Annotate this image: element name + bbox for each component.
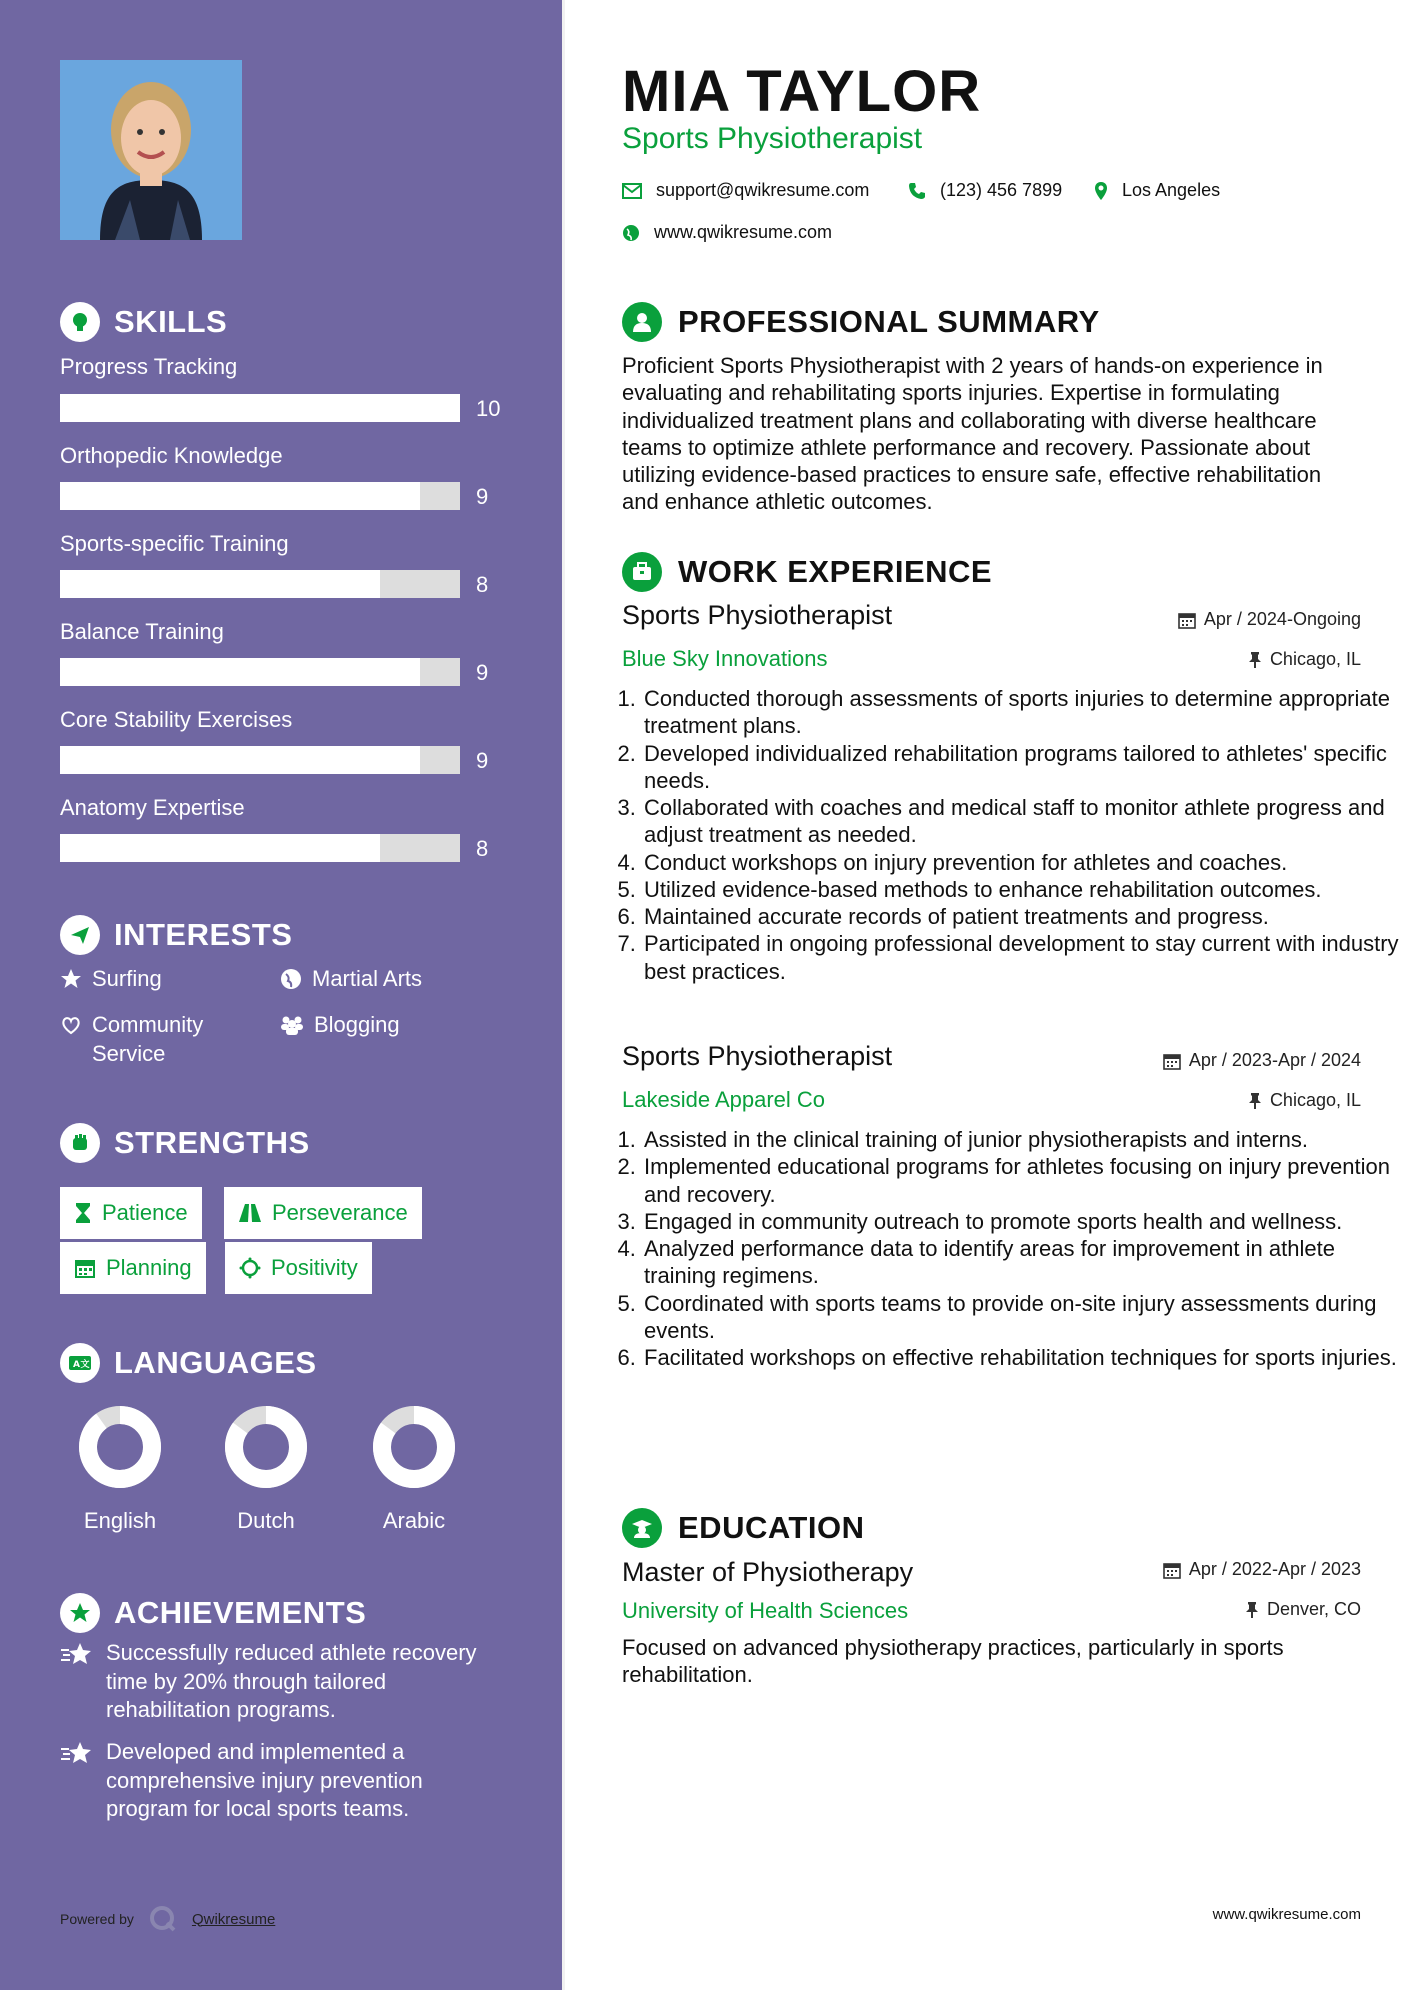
skill-bar-fill bbox=[60, 834, 380, 862]
strength-chip bbox=[224, 1187, 422, 1239]
job-location bbox=[1248, 649, 1361, 670]
road-icon bbox=[238, 1203, 262, 1223]
job-dates-text: Apr / 2023-Apr / 2024 bbox=[1188, 1050, 1361, 1070]
achievement-text: Developed and implemented a comprehensive injury prevention program for local sports teams. bbox=[106, 1739, 423, 1822]
language-ring bbox=[78, 1405, 162, 1489]
education-location-text: Denver, CO bbox=[1266, 1599, 1361, 1619]
job-bullet: 2. Implemented educational programs for athletes focusing on injury prevention and recovery. bbox=[642, 1153, 1402, 1208]
job-bullet: 5. Utilized evidence-based methods to enhance rehabilitation outcomes. bbox=[642, 876, 1402, 903]
languages-title-text: LANGUAGES bbox=[114, 1345, 317, 1380]
language-label: English bbox=[83, 1508, 157, 1533]
candidate-name: MIA TAYLOR bbox=[622, 59, 982, 124]
skill-level: 9 bbox=[476, 748, 489, 773]
pushpin-icon bbox=[1248, 651, 1262, 669]
job-bullet: 1. Conducted thorough assessments of sports injuries to determine appropriate treatment plans. bbox=[642, 685, 1402, 740]
education-location bbox=[1245, 1599, 1361, 1620]
strength-label: Perseverance bbox=[272, 1200, 408, 1225]
strength-chip bbox=[225, 1242, 372, 1294]
summary-text: Proficient Sports Physiotherapist with 2 years of hands-on experience in evaluating and rehabilitating sports injuries. Expertise in formulating individualized treatment plans and collaborating with diverse healthcare teams to optimize athlete performance and recovery. Passionate about utilizing evidence-based practices to ensure safe, effective rehabilitation and enhance athletic outcomes. bbox=[622, 353, 1323, 515]
language-icon bbox=[60, 1343, 100, 1383]
skill-bar bbox=[60, 658, 460, 686]
achievement-item bbox=[60, 1639, 500, 1725]
job-company: Blue Sky Innovations bbox=[622, 646, 828, 671]
interest-item bbox=[280, 1011, 400, 1040]
strength-label: Patience bbox=[102, 1200, 188, 1225]
paper-plane-icon bbox=[60, 915, 100, 955]
summary-title bbox=[622, 302, 1100, 342]
hourglass-icon bbox=[74, 1202, 92, 1224]
interest-item bbox=[280, 965, 422, 994]
globe-icon bbox=[280, 968, 302, 990]
interest-label: Surfing bbox=[92, 966, 162, 991]
strength-chip bbox=[60, 1242, 206, 1294]
education-title-text: EDUCATION bbox=[678, 1510, 865, 1545]
pushpin-icon bbox=[1248, 1092, 1262, 1110]
lightbulb-icon bbox=[60, 302, 100, 342]
job-location-text: Chicago, IL bbox=[1269, 649, 1361, 669]
sun-icon bbox=[239, 1257, 261, 1279]
user-icon bbox=[622, 302, 662, 342]
phone-icon bbox=[908, 182, 926, 200]
job-dates bbox=[1178, 609, 1361, 630]
degree-title: Master of Physiotherapy bbox=[622, 1557, 914, 1587]
envelope-icon bbox=[622, 183, 642, 199]
strength-label: Positivity bbox=[271, 1255, 358, 1280]
contact-email bbox=[622, 180, 869, 201]
contact-location bbox=[1094, 180, 1220, 201]
language-label: Dutch bbox=[237, 1508, 295, 1533]
job-location-text: Chicago, IL bbox=[1269, 1090, 1361, 1110]
skills-title bbox=[60, 302, 227, 342]
school-name: University of Health Sciences bbox=[622, 1598, 909, 1623]
job-bullet: 6. Maintained accurate records of patient treatments and progress. bbox=[642, 903, 1402, 930]
skill-level: 9 bbox=[476, 484, 489, 509]
achievements-title bbox=[60, 1593, 366, 1633]
job-bullet: 3. Collaborated with coaches and medical staff to monitor athlete progress and adjust treatment as needed. bbox=[642, 794, 1402, 849]
shooting-star-icon bbox=[60, 1740, 94, 1766]
strength-label: Planning bbox=[106, 1255, 192, 1280]
website-text[interactable]: www.qwikresume.com bbox=[654, 222, 833, 242]
skill-label: Sports-specific Training bbox=[60, 531, 289, 556]
job-dates bbox=[1163, 1050, 1361, 1071]
phone-text: (123) 456 7899 bbox=[940, 180, 1063, 200]
strengths-title-text: STRENGTHS bbox=[114, 1125, 310, 1160]
skill-bar-fill bbox=[60, 482, 420, 510]
skill-bar bbox=[60, 482, 460, 510]
interest-item bbox=[60, 965, 162, 994]
qwikresume-logo-icon bbox=[148, 1904, 178, 1934]
skill-label: Anatomy Expertise bbox=[60, 795, 245, 820]
language-ring bbox=[372, 1405, 456, 1489]
job-dates-text: Apr / 2024-Ongoing bbox=[1203, 609, 1361, 629]
interest-label: Community Service bbox=[92, 1012, 204, 1066]
language-ring bbox=[224, 1405, 308, 1489]
briefcase-icon bbox=[622, 552, 662, 592]
candidate-role: Sports Physiotherapist bbox=[622, 122, 923, 155]
sidebar-divider bbox=[562, 0, 565, 1990]
education-dates bbox=[1163, 1559, 1361, 1580]
job-bullet: 2. Developed individualized rehabilitation programs tailored to athletes' specific needs. bbox=[642, 740, 1402, 795]
job-bullet: 1. Assisted in the clinical training of junior physiotherapists and interns. bbox=[642, 1126, 1402, 1153]
experience-title bbox=[622, 552, 992, 592]
job-bullet: 5. Coordinated with sports teams to provide on-site injury assessments during events. bbox=[642, 1290, 1402, 1345]
job-title: Sports Physiotherapist bbox=[622, 600, 893, 630]
globe-icon bbox=[622, 224, 640, 242]
skill-label: Balance Training bbox=[60, 619, 224, 644]
job-bullet: 3. Engaged in community outreach to promote sports health and wellness. bbox=[642, 1208, 1402, 1235]
location-text: Los Angeles bbox=[1122, 180, 1221, 200]
star-icon bbox=[60, 968, 82, 990]
interests-title bbox=[60, 915, 292, 955]
skill-level: 8 bbox=[476, 836, 489, 861]
skills-title-text: SKILLS bbox=[114, 304, 228, 339]
language-ring-fill bbox=[88, 1415, 152, 1479]
interests-title-text: INTERESTS bbox=[114, 917, 293, 952]
interest-label: Martial Arts bbox=[312, 966, 423, 991]
job-bullet: 4. Analyzed performance data to identify areas for improvement in athlete training regimens. bbox=[642, 1235, 1402, 1290]
job-bullet: 6. Facilitated workshops on effective rehabilitation techniques for sports injuries. bbox=[642, 1344, 1402, 1371]
svg-text:A文: A文 bbox=[73, 1360, 90, 1370]
education-text: Focused on advanced physiotherapy practices, particularly in sports rehabilitation. bbox=[622, 1635, 1284, 1688]
job-bullets bbox=[616, 1126, 1402, 1371]
job-location bbox=[1248, 1090, 1361, 1111]
calendar-icon bbox=[74, 1257, 96, 1279]
job-bullet: 7. Participated in ongoing professional development to stay current with industry best practices. bbox=[642, 930, 1402, 985]
heart-icon bbox=[60, 1014, 82, 1036]
skill-label: Progress Tracking bbox=[60, 354, 238, 379]
strengths-title bbox=[60, 1123, 310, 1163]
contact-phone bbox=[908, 180, 1062, 201]
education-dates-text: Apr / 2022-Apr / 2023 bbox=[1188, 1559, 1361, 1579]
skill-bar-fill bbox=[60, 394, 460, 422]
education-title bbox=[622, 1508, 864, 1548]
contact-website bbox=[622, 222, 832, 243]
profile-photo bbox=[60, 60, 242, 240]
skill-level: 9 bbox=[476, 660, 489, 685]
skill-level: 8 bbox=[476, 572, 489, 597]
qwikresume-link[interactable]: Qwikresume bbox=[191, 1910, 276, 1928]
job-title: Sports Physiotherapist bbox=[622, 1041, 893, 1071]
languages-title bbox=[60, 1343, 317, 1383]
users-icon bbox=[280, 1014, 304, 1036]
footer-url[interactable]: www.qwikresume.com bbox=[1212, 1906, 1361, 1923]
interest-label: Blogging bbox=[314, 1012, 400, 1037]
skill-level: 10 bbox=[476, 396, 501, 421]
skill-bar bbox=[60, 394, 460, 422]
skill-bar-fill bbox=[60, 746, 420, 774]
graduate-icon bbox=[622, 1508, 662, 1548]
email-text[interactable]: support@qwikresume.com bbox=[656, 180, 870, 200]
pushpin-icon bbox=[1245, 1601, 1259, 1619]
powered-by-label: Powered by bbox=[60, 1911, 134, 1927]
achievement-text: Successfully reduced athlete recovery time by 20% through tailored rehabilitation programs. bbox=[106, 1640, 477, 1723]
interest-item bbox=[60, 1011, 260, 1068]
language-label: Arabic bbox=[382, 1508, 446, 1533]
shooting-star-icon bbox=[60, 1641, 94, 1667]
calendar-icon bbox=[1163, 1052, 1181, 1070]
strength-chip bbox=[60, 1187, 202, 1239]
achievements-title-text: ACHIEVEMENTS bbox=[114, 1595, 367, 1630]
skill-bar bbox=[60, 834, 460, 862]
star-badge-icon bbox=[60, 1593, 100, 1633]
job-bullets bbox=[616, 685, 1402, 985]
skill-bar bbox=[60, 570, 460, 598]
fist-icon bbox=[60, 1123, 100, 1163]
skill-bar-fill bbox=[60, 658, 420, 686]
job-bullet: 4. Conduct workshops on injury prevention for athletes and coaches. bbox=[642, 849, 1402, 876]
powered-by bbox=[60, 1904, 275, 1934]
skill-bar bbox=[60, 746, 460, 774]
map-pin-icon bbox=[1094, 181, 1108, 201]
skill-label: Core Stability Exercises bbox=[60, 707, 293, 732]
summary-title-text: PROFESSIONAL SUMMARY bbox=[678, 304, 1100, 339]
calendar-icon bbox=[1178, 611, 1196, 629]
job-company: Lakeside Apparel Co bbox=[622, 1087, 826, 1112]
calendar-icon bbox=[1163, 1561, 1181, 1579]
achievement-item bbox=[60, 1738, 500, 1824]
skill-label: Orthopedic Knowledge bbox=[60, 443, 283, 468]
skill-bar-fill bbox=[60, 570, 380, 598]
experience-title-text: WORK EXPERIENCE bbox=[678, 554, 993, 589]
